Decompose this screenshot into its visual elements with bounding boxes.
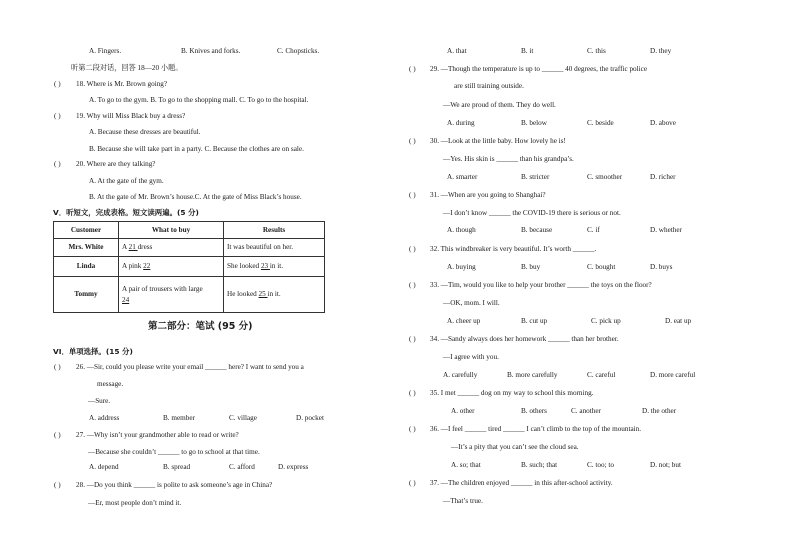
q26-option-a: A. address [89, 414, 120, 422]
q33-option-d: D. eat up [665, 317, 692, 325]
q31-stem: 31. —When are you going to Shanghai? [430, 191, 546, 199]
q30-option-a: A. smarter [447, 173, 478, 181]
q34-stem: 34. —Sandy always does her homework ______ than her brother. [430, 335, 619, 343]
q31-bracket: ( ) [409, 191, 416, 199]
result-cell [224, 277, 325, 313]
q26-answer: —Sure. [88, 397, 111, 405]
q32-option-c: C. bought [587, 263, 616, 271]
q35-option-a: A. other [451, 407, 475, 415]
q26-option-c: C. village [229, 414, 257, 422]
q20-option-a: A. At the gate of the gym. [89, 177, 164, 185]
q18-bracket: ( ) [54, 80, 61, 88]
table-header-results: Results [224, 222, 325, 239]
q34-option-d: D. more careful [650, 371, 696, 379]
q30-option-b: B. stricter [521, 173, 550, 181]
table-row [54, 239, 325, 257]
q19-stem: 19. Why will Miss Black buy a dress? [76, 112, 186, 120]
q29-stem: 29. —Though the temperature is up to ______ 40 degrees, the traffic police [430, 65, 648, 73]
table-header-customer: Customer [54, 222, 119, 239]
q17-option-b: B. Knives and forks. [181, 47, 241, 55]
q31-option-a: A. though [447, 226, 476, 234]
q34-answer: —I agree with you. [443, 353, 499, 361]
q29-option-a: A. during [447, 119, 475, 127]
blank-21: 21 [128, 243, 138, 251]
q26-stem: 26. —Sir, could you please write your email ______ here? I want to send you a [76, 363, 304, 371]
q31-option-c: C. if [587, 226, 600, 234]
table-header-row [54, 222, 325, 239]
q37-answer: —That’s true. [443, 497, 483, 505]
q27-option-d: D. express [278, 463, 309, 471]
q20-stem: 20. Where are they talking? [76, 160, 156, 168]
q28-answer: —Er, most people don’t mind it. [88, 499, 182, 507]
q27-answer: —Because she couldn’t ______ to go to school at that time. [88, 448, 260, 456]
q32-option-a: A. buying [447, 263, 476, 271]
q34-option-c: C. careful [587, 371, 616, 379]
q19-option-bc: B. Because she will take part in a party. C. Because the clothes are on sale. [89, 145, 304, 153]
table-header-what-to-buy: What to buy [119, 222, 224, 239]
q28-option-c: C. this [587, 47, 606, 55]
q26-stem-cont: message. [97, 380, 124, 388]
result-text: She looked [227, 262, 261, 270]
result-cell [224, 257, 325, 277]
table-row [54, 277, 325, 313]
q19-bracket: ( ) [54, 112, 61, 120]
q29-stem-cont: are still training outside. [454, 82, 524, 90]
q30-option-c: C. smoother [587, 173, 623, 181]
buy-cell [119, 239, 224, 257]
q37-bracket: ( ) [409, 479, 416, 487]
q30-answer: —Yes. His skin is ______ than his grandpa’s. [443, 155, 574, 163]
q31-option-b: B. because [521, 226, 553, 234]
result-text: He looked [227, 290, 259, 298]
q36-option-a: A. so; that [451, 461, 481, 469]
q36-option-b: B. such; that [521, 461, 558, 469]
q35-option-c: C. another [571, 407, 601, 415]
q17-option-a: A. Fingers. [89, 47, 122, 55]
q29-bracket: ( ) [409, 65, 416, 73]
q28-option-a: A. that [447, 47, 467, 55]
q28-stem: 28. —Do you think ______ is polite to ask someone’s age in China? [76, 481, 273, 489]
part2-title: 第二部分：笔试 (95 分) [148, 321, 253, 332]
q27-option-c: C. afford [229, 463, 255, 471]
q27-option-a: A. depend [89, 463, 119, 471]
q17-option-c: C. Chopsticks. [277, 47, 320, 55]
result-text-after: in it. [269, 262, 284, 270]
buy-text: A pair of trousers with large [122, 284, 203, 293]
q34-option-b: B. more carefully [507, 371, 558, 379]
q29-option-b: B. below [521, 119, 547, 127]
q35-option-b: B. others [521, 407, 547, 415]
table-row [54, 257, 325, 277]
q32-stem: 32. This windbreaker is very beautiful. It’s worth ______. [430, 245, 597, 253]
blank-22: 22 [143, 262, 151, 270]
blank-24: 24 [122, 295, 130, 304]
q27-bracket: ( ) [54, 431, 61, 439]
q33-option-b: B. cut up [521, 317, 548, 325]
q28-option-d: D. they [650, 47, 672, 55]
buy-text: A pink [122, 262, 144, 270]
q29-option-d: D. above [650, 119, 676, 127]
q33-option-c: C. pick up [591, 317, 621, 325]
q33-bracket: ( ) [409, 281, 416, 289]
q27-stem: 27. —Why isn’t your grandmother able to read or write? [76, 431, 239, 439]
buy-text-after: dress [137, 243, 153, 251]
q20-bracket: ( ) [54, 160, 61, 168]
buy-cell [119, 257, 224, 277]
section5-title: V．听短文，完成表格。短文读两遍。(5 分) [53, 208, 199, 217]
result-text-after: in it. [267, 290, 281, 298]
listening-part2-title: 听第二段对话，回答 18—20 小题。 [71, 64, 183, 72]
blank-25: 25 [258, 290, 268, 298]
q37-stem: 37. —The children enjoyed ______ in this after-school activity. [430, 479, 613, 487]
q18-stem: 18. Where is Mr. Brown going? [76, 80, 168, 88]
q32-bracket: ( ) [409, 245, 416, 253]
q34-bracket: ( ) [409, 335, 416, 343]
q30-stem: 30. —Look at the little baby. How lovely he is! [430, 137, 566, 145]
q20-option-bc: B. At the gate of Mr. Brown’s house.C. At the gate of Miss Black’s house. [89, 193, 302, 201]
q36-bracket: ( ) [409, 425, 416, 433]
q30-bracket: ( ) [409, 137, 416, 145]
q36-option-c: C. too; to [587, 461, 614, 469]
q26-option-b: B. member [163, 414, 195, 422]
q33-answer: —OK, mom. I will. [443, 299, 500, 307]
q36-option-d: D. not; but [650, 461, 681, 469]
q32-option-b: B. buy [521, 263, 541, 271]
q34-option-a: A. carefully [443, 371, 478, 379]
q35-option-d: D. the other [642, 407, 677, 415]
results-table [53, 221, 325, 313]
q19-option-a: A. Because these dresses are beautiful. [89, 128, 201, 136]
q32-option-d: D. buys [650, 263, 673, 271]
q27-option-b: B. spread [163, 463, 191, 471]
q18-options: A. To go to the gym. B. To go to the shopping mall. C. To go to the hospital. [89, 96, 309, 104]
q35-bracket: ( ) [409, 389, 416, 397]
customer-cell: Mrs. White [54, 239, 119, 257]
q33-option-a: A. cheer up [447, 317, 481, 325]
q29-answer: —We are proud of them. They do well. [443, 101, 556, 109]
q26-option-d: D. pocket [296, 414, 324, 422]
blank-23: 23 [260, 262, 270, 270]
customer-cell: Linda [54, 257, 119, 277]
q36-stem: 36. —I feel ______ tired ______ I can’t climb to the top of the mountain. [430, 425, 642, 433]
buy-cell [119, 277, 224, 313]
result-text: It was beautiful on her. [227, 243, 294, 251]
q29-option-c: C. beside [587, 119, 614, 127]
customer-cell: Tommy [54, 277, 119, 313]
q33-stem: 33. —Tim, would you like to help your brother ______ the toys on the floor? [430, 281, 652, 289]
result-cell [224, 239, 325, 257]
q35-stem: 35. I met ______ dog on my way to school this morning. [430, 389, 594, 397]
q31-option-d: D. whether [650, 226, 682, 234]
section6-title: VI．单项选择。(15 分) [53, 347, 133, 356]
q36-answer: —It’s a pity that you can’t see the cloud sea. [451, 443, 579, 451]
q26-bracket: ( ) [54, 363, 61, 371]
q30-option-d: D. richer [650, 173, 676, 181]
q31-answer: —I don’t know ______ the COVID-19 there is serious or not. [443, 209, 621, 217]
q28-bracket: ( ) [54, 481, 61, 489]
buy-text: A [122, 243, 129, 251]
q28-option-b: B. it [521, 47, 534, 55]
